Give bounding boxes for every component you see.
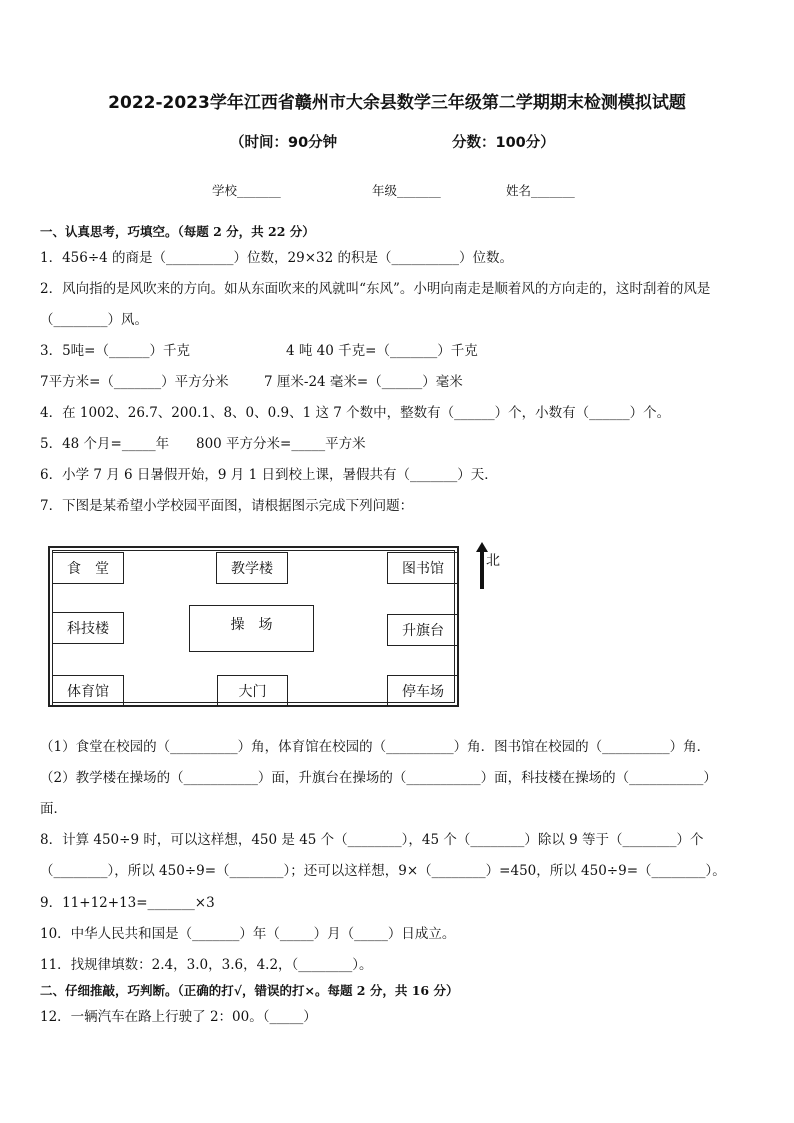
question-11: 11．找规律填数：2.4，3.0，3.6，4.2，（________）。 bbox=[40, 957, 373, 973]
map-gymnasium: 体育馆 bbox=[52, 675, 124, 707]
question-9: 9．11+12+13=_______×3 bbox=[40, 895, 215, 911]
map-parking-lot: 停车场 bbox=[387, 675, 459, 707]
exam-score: 分数：100分） bbox=[452, 135, 555, 151]
exam-time: （时间：90分钟 bbox=[230, 135, 338, 151]
question-3-part-d: 7 厘米-24 毫米=（______）毫米 bbox=[264, 374, 463, 390]
question-12: 12．一辆汽车在路上行驶了 2：00。（_____） bbox=[40, 1009, 317, 1025]
question-8-line-2: （________），所以 450÷9=（________）；还可以这样想，9×（________）=450，所以 450÷9=（________）。 bbox=[40, 863, 726, 879]
question-7: 7．下图是某希望小学校园平面图，请根据图示完成下列问题： bbox=[40, 498, 414, 514]
school-field: 学校_______ bbox=[212, 183, 281, 198]
question-3-part-b: 4 吨 40 千克=（_______）千克 bbox=[286, 343, 478, 359]
map-library: 图书馆 bbox=[387, 552, 459, 584]
question-6: 6．小学 7 月 6 日暑假开始，9 月 1 日到校上课，暑假共有（_______）天． bbox=[40, 467, 498, 483]
section-1-heading: 一、认真思考，巧填空。（每题 2 分，共 22 分） bbox=[40, 224, 315, 239]
map-teaching-building: 教学楼 bbox=[216, 552, 288, 584]
question-3-part-a: 3．5吨=（______）千克 bbox=[40, 343, 190, 359]
campus-map bbox=[48, 546, 459, 707]
question-3-part-c: 7平方米=（_______）平方分米 bbox=[40, 374, 229, 390]
exam-title: 2022-2023学年江西省赣州市大余县数学三年级第二学期期末检测模拟试题 bbox=[108, 93, 686, 113]
question-2-line-2: （________）风。 bbox=[40, 312, 148, 328]
question-7-2-line-1: （2）教学楼在操场的（___________）面，升旗台在操场的（___________）面，科技楼在操场的（___________） bbox=[40, 770, 717, 786]
question-8-line-1: 8．计算 450÷9 时，可以这样想，450 是 45 个（________），45 个（________）除以 9 等于（________）个 bbox=[40, 832, 704, 848]
question-10: 10．中华人民共和国是（_______）年（_____）月（_____）日成立。 bbox=[40, 926, 456, 942]
north-label: 北 bbox=[486, 553, 500, 569]
question-7-2-line-2: 面． bbox=[40, 801, 67, 817]
question-5-part-b: 800 平方分米=_____平方米 bbox=[196, 436, 366, 452]
question-5-part-a: 5．48 个月=_____年 bbox=[40, 436, 170, 452]
question-2-line-1: 2．风向指的是风吹来的方向。如从东面吹来的风就叫“东风”。小明向南走是顺着风的方向走的，这时刮着的风是 bbox=[40, 281, 711, 297]
name-field: 姓名_______ bbox=[506, 183, 575, 198]
question-7-1: （1）食堂在校园的（__________）角，体育馆在校园的（__________）角．图书馆在校园的（__________）角． bbox=[40, 739, 711, 755]
map-playground: 操 场 bbox=[189, 605, 314, 652]
map-gate: 大门 bbox=[217, 675, 288, 707]
grade-field: 年级_______ bbox=[372, 183, 441, 198]
map-canteen: 食 堂 bbox=[52, 552, 124, 584]
question-4: 4．在 1002、26.7、200.1、8、0、0.9、1 这 7 个数中，整数有（______）个，小数有（______）个。 bbox=[40, 405, 671, 421]
map-science-building: 科技楼 bbox=[52, 612, 124, 644]
section-2-heading: 二、仔细推敲，巧判断。（正确的打√，错误的打×。每题 2 分，共 16 分） bbox=[40, 983, 459, 998]
question-1: 1．456÷4 的商是（__________）位数，29×32 的积是（__________）位数。 bbox=[40, 250, 514, 266]
map-flag-platform: 升旗台 bbox=[387, 614, 459, 646]
